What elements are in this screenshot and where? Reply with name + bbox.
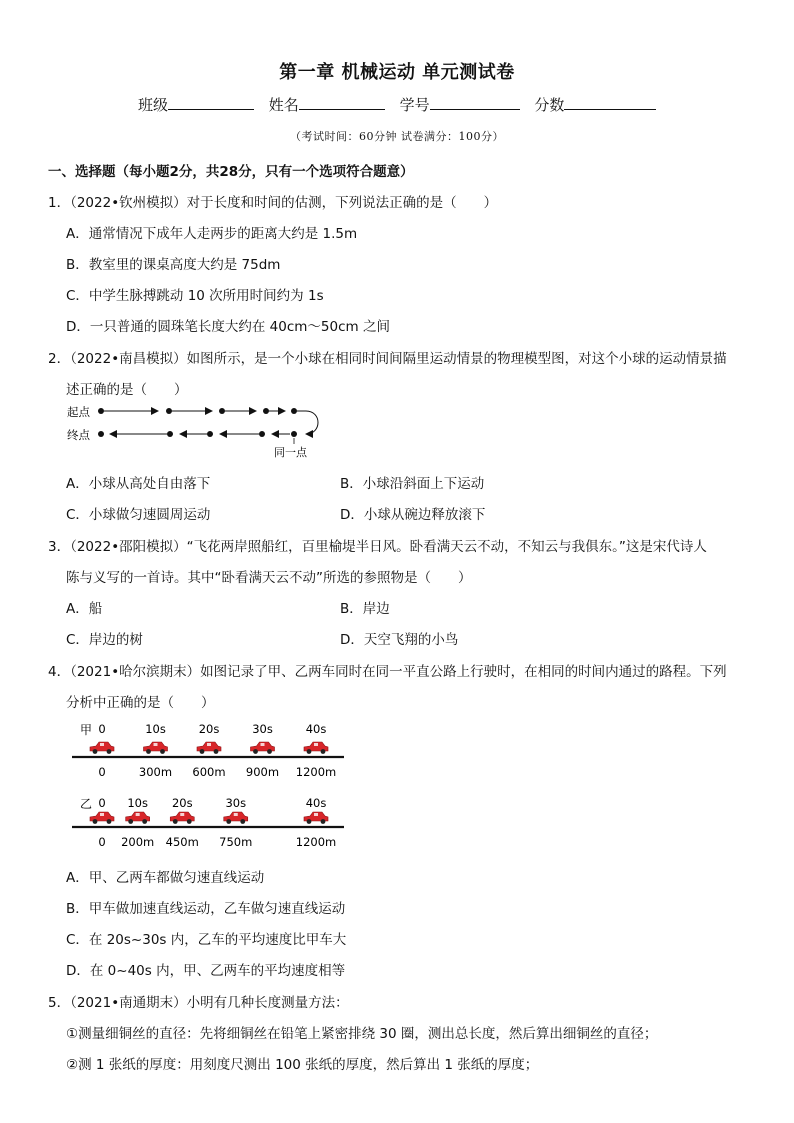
q1-option-c[interactable]: C．中学生脉搏跳动 10 次所用时间约为 1s <box>66 288 324 304</box>
q4-option-b[interactable]: B．甲车做加速直线运动，乙车做匀速直线运动 <box>66 901 346 917</box>
q1-option-d[interactable]: D．一只普通的圆珠笔长度大约在 40cm～50cm 之间 <box>66 319 390 335</box>
time-label: 20s <box>198 722 220 736</box>
section-heading: 一、选择题（每小题2分，共28分，只有一个选项符合题意） <box>48 164 414 180</box>
ball <box>291 408 297 414</box>
distance-label: 300m <box>138 765 173 779</box>
q2-stem-line2: 述正确的是（ ） <box>66 382 188 398</box>
q2-motion-figure <box>60 400 330 462</box>
name-blank[interactable] <box>299 95 385 110</box>
car-icon <box>224 812 248 824</box>
q3-option-c[interactable]: C．岸边的树 <box>66 632 143 648</box>
ball <box>166 408 172 414</box>
time-label: 0 <box>98 722 106 736</box>
q2-option-c[interactable]: C．小球做匀速圆周运动 <box>66 507 211 523</box>
ball <box>207 431 213 437</box>
car-icon <box>304 742 328 754</box>
distance-label: 0 <box>98 765 106 779</box>
distance-label: 1200m <box>295 765 337 779</box>
car-icon <box>126 812 150 824</box>
q3-option-b[interactable]: B．岸边 <box>340 601 390 617</box>
turnaround-arc <box>306 411 318 434</box>
car-icon <box>90 812 114 824</box>
ball <box>167 431 173 437</box>
same-point-label: 同一点 <box>274 446 307 459</box>
car-icon <box>304 812 328 824</box>
name-label: 姓名 <box>268 96 299 114</box>
q5-stem: 5．（2021•南通期末）小明有几种长度测量方法： <box>48 995 349 1011</box>
car-a-row <box>90 722 336 779</box>
bottom-row-balls <box>98 431 297 437</box>
distance-label: 750m <box>219 835 253 849</box>
car-b-label: 乙 <box>80 797 93 811</box>
distance-label: 1200m <box>295 835 337 849</box>
car-a-label: 甲 <box>80 723 93 737</box>
time-label: 10s <box>145 722 166 736</box>
ball <box>219 408 225 414</box>
top-row-balls <box>98 408 306 414</box>
ball <box>98 408 104 414</box>
q2-stem-line1: 2．（2022•南昌模拟）如图所示，是一个小球在相同时间间隔里运动情景的物理模型图，对这个小球的运动情景描 <box>48 351 727 367</box>
distance-label: 900m <box>245 765 280 779</box>
q4-option-c[interactable]: C．在 20s~30s 内，乙车的平均速度比甲车大 <box>66 932 347 948</box>
score-blank[interactable] <box>564 95 656 110</box>
id-blank[interactable] <box>430 95 520 110</box>
car-icon <box>197 742 221 754</box>
q2-option-a[interactable]: A．小球从高处自由落下 <box>66 476 211 492</box>
distance-label: 600m <box>192 765 226 779</box>
q5-item-1: ①测量细铜丝的直径：先将细铜丝在铅笔上紧密排绕 30 圈，测出总长度，然后算出细铜丝的直径； <box>66 1026 658 1042</box>
time-label: 40s <box>305 796 327 810</box>
q2-option-d[interactable]: D．小球从碗边释放滚下 <box>340 507 486 523</box>
q1-option-a[interactable]: A．通常情况下成年人走两步的距离大约是 1.5m <box>66 226 358 242</box>
id-label: 学号 <box>399 96 430 114</box>
distance-label: 200m <box>121 835 155 849</box>
end-label: 终点 <box>67 428 90 442</box>
class-label: 班级 <box>138 96 169 114</box>
time-label: 0 <box>98 796 106 810</box>
class-blank[interactable] <box>168 95 254 110</box>
q4-stem-line2: 分析中正确的是（ ） <box>66 695 215 711</box>
ball <box>291 431 297 437</box>
time-label: 10s <box>127 796 148 810</box>
car-b-row <box>90 796 336 849</box>
car-icon <box>170 812 194 824</box>
ball <box>259 431 265 437</box>
time-label: 30s <box>225 796 247 810</box>
time-label: 40s <box>305 722 327 736</box>
q1-option-b[interactable]: B．教室里的课桌高度大约是 75dm <box>66 257 281 273</box>
car-icon <box>251 742 275 754</box>
q4-option-a[interactable]: A．甲、乙两车都做匀速直线运动 <box>66 870 265 886</box>
distance-label: 0 <box>98 835 106 849</box>
q3-stem-line1: 3．（2022•邵阳模拟）“飞花两岸照船红，百里榆堤半日风。卧看满天云不动，不知云与我俱东。”这是宋代诗人 <box>48 539 707 555</box>
distance-label: 450m <box>165 835 199 849</box>
page-title: 第一章 机械运动 单元测试卷 <box>279 62 515 83</box>
start-label: 起点 <box>67 405 90 419</box>
time-label: 20s <box>171 796 193 810</box>
q4-option-d[interactable]: D．在 0~40s 内，甲、乙两车的平均速度相等 <box>66 963 346 979</box>
q3-option-a[interactable]: A．船 <box>66 601 103 617</box>
q3-stem-line2: 陈与义写的一首诗。其中“卧看满天云不动”所选的参照物是（ ） <box>66 570 472 586</box>
q2-option-b[interactable]: B．小球沿斜面上下运动 <box>340 476 485 492</box>
car-icon <box>144 742 168 754</box>
ball <box>98 431 104 437</box>
q4-stem-line1: 4．（2021•哈尔滨期末）如图记录了甲、乙两车同时在同一平直公路上行驶时，在相同的时间内通过的路程。下列 <box>48 664 727 680</box>
ball <box>263 408 269 414</box>
time-label: 30s <box>252 722 273 736</box>
q3-option-d[interactable]: D．天空飞翔的小鸟 <box>340 632 459 648</box>
q1-stem: 1．（2022•钦州模拟）对于长度和时间的估测，下列说法正确的是（ ） <box>48 195 498 211</box>
student-info-fields <box>138 94 698 115</box>
q5-item-2: ②测 1 张纸的厚度：用刻度尺测出 100 张纸的厚度，然后算出 1 张纸的厚度； <box>66 1057 539 1073</box>
score-label: 分数 <box>534 96 565 114</box>
exam-note: （考试时间：60分钟 试卷满分：100分） <box>290 130 504 143</box>
q4-cars-figure <box>66 716 366 856</box>
car-icon <box>90 742 114 754</box>
